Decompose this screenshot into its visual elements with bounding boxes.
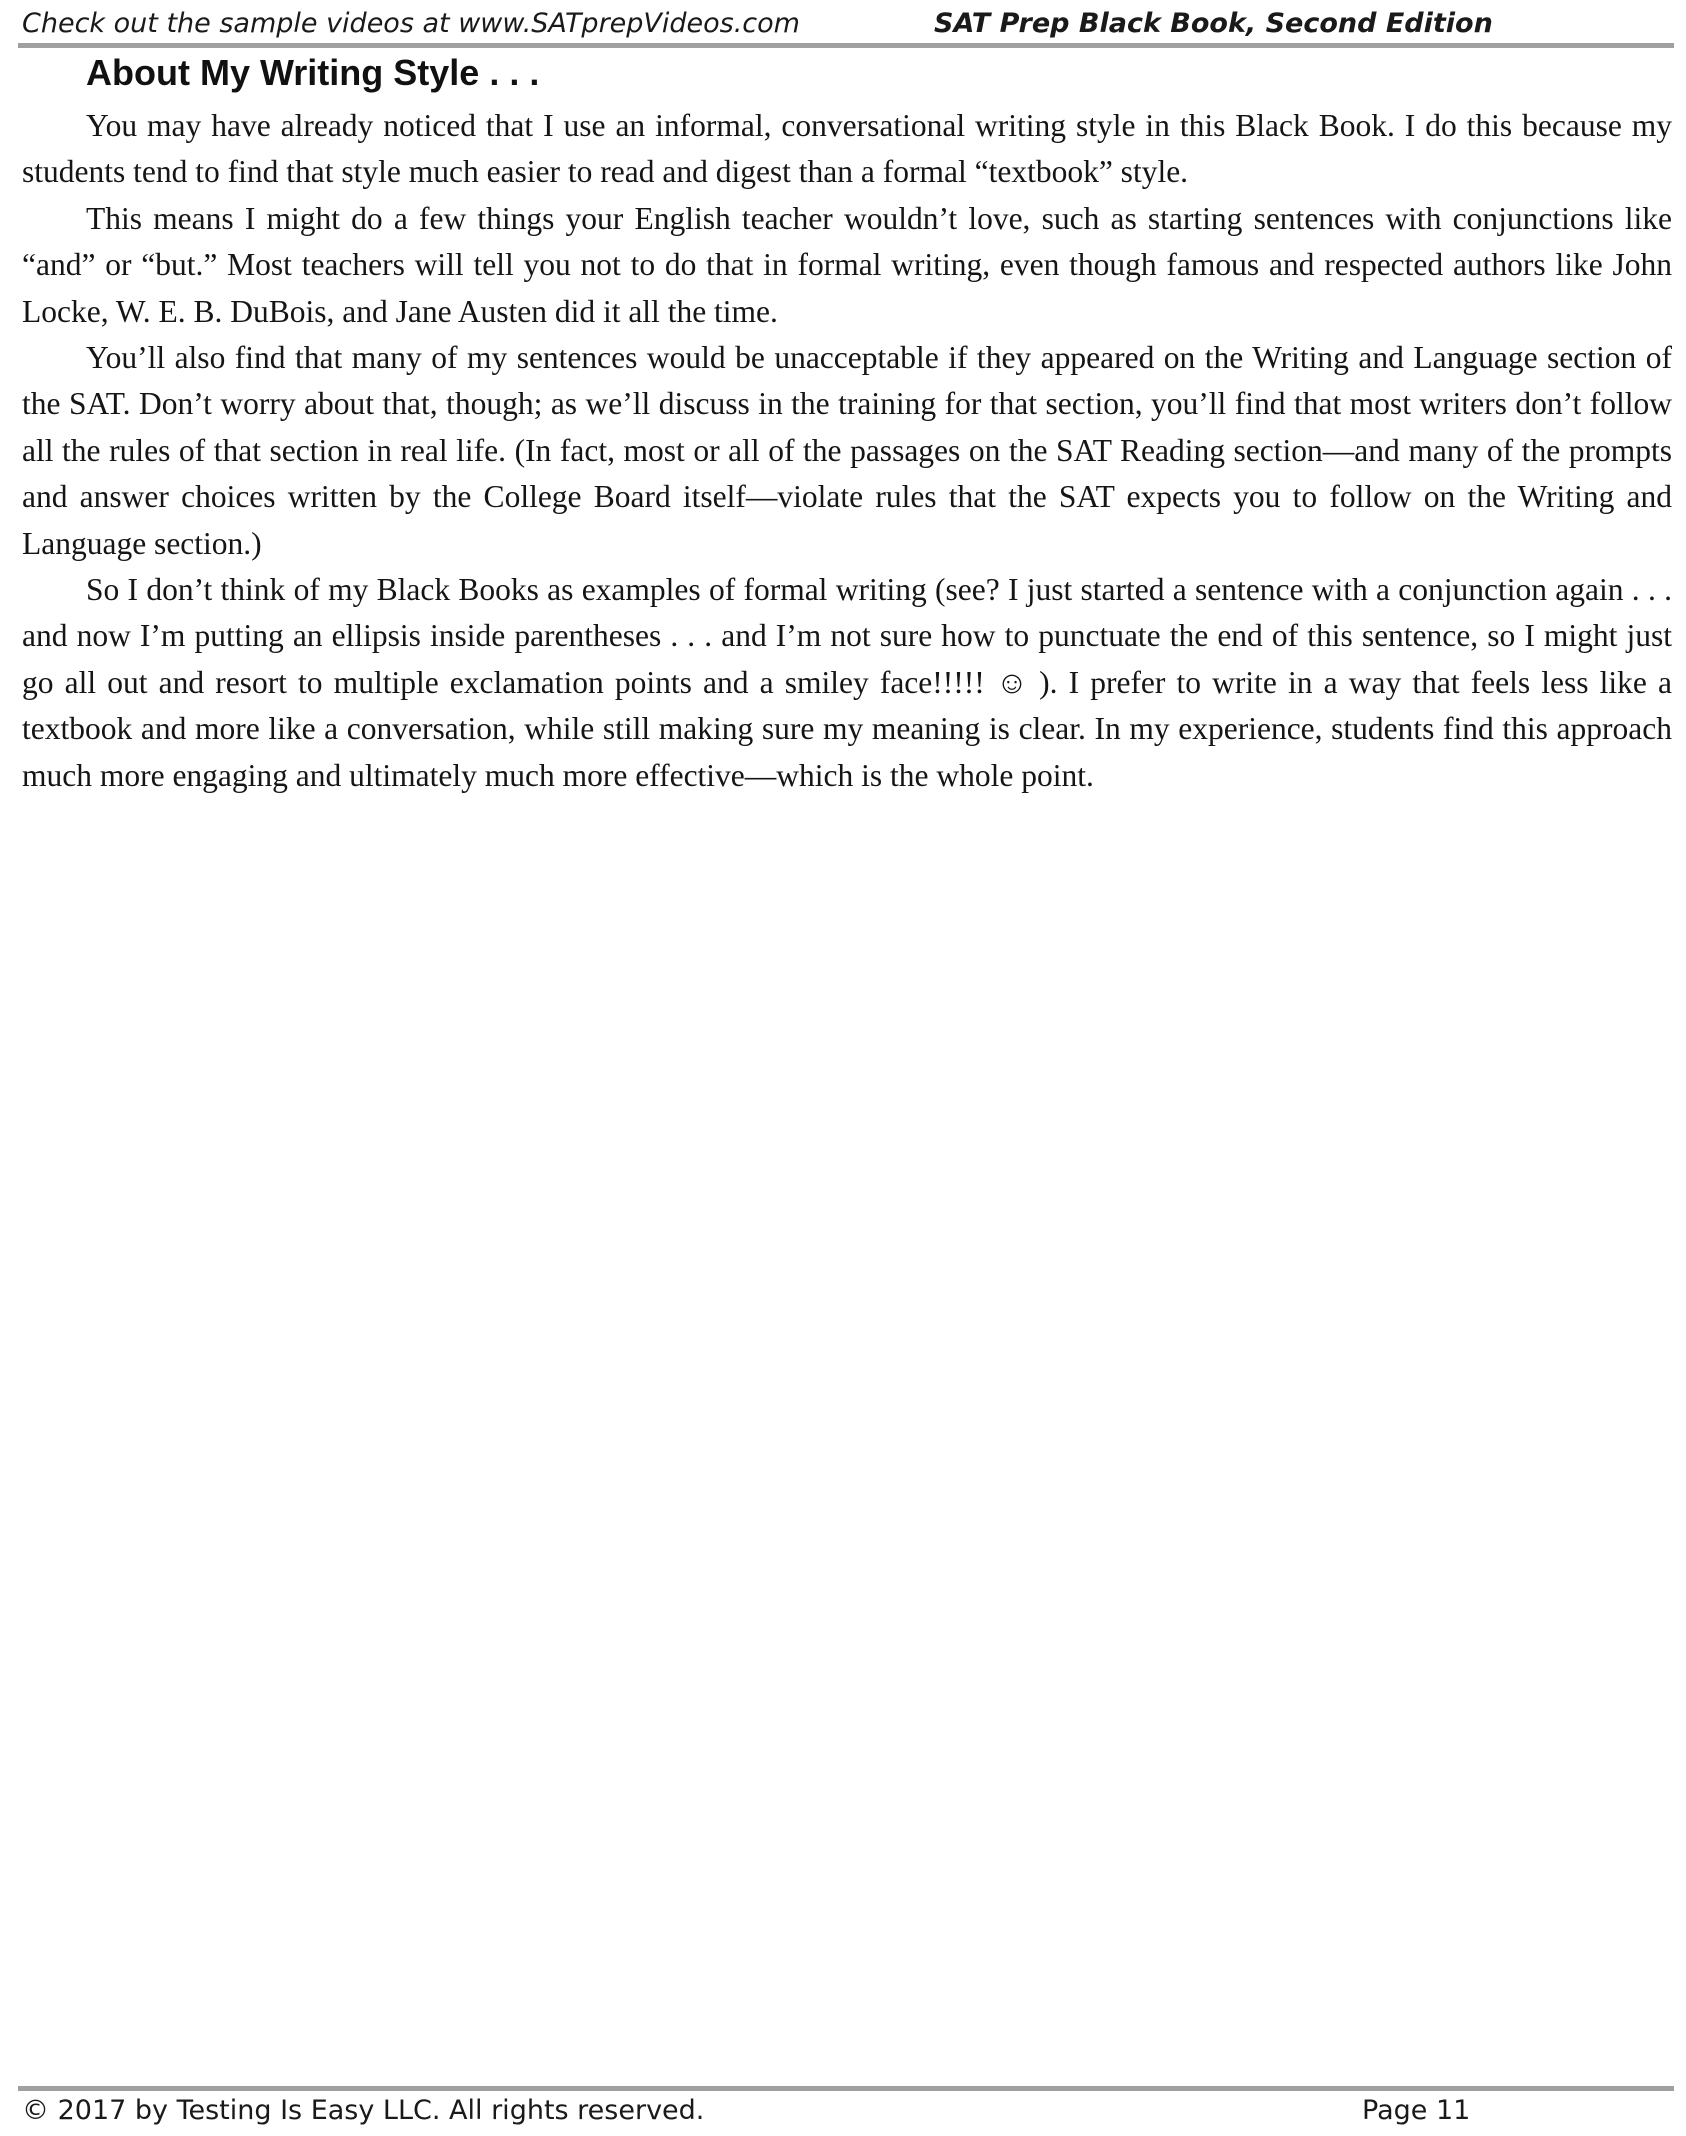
paragraph-4: So I don’t think of my Black Books as examples of formal writing (see? I just started a sentence with a conjunction again . . . and now I’m putting an ellipsis inside parentheses . . . and I’m not sure how to punctuate the end of this sentence, so I might just go all out and resort to multiple exclamation points and a smiley face!!!!! ☺ ). I prefer to write in a way that feels less like a textbook and more like a conversation, while still making sure my meaning is clear. In my experience, students find this approach much more engaging and ultimately much more effective—which is the whole point. xyxy=(22,572,1672,793)
header-website-note: Check out the sample videos at www.SATprepVideos.com xyxy=(22,8,800,39)
paragraph-3: You’ll also find that many of my sentences would be unacceptable if they appeared on the Writing and Language section of the SAT. Don’t worry about that, though; as we’ll discuss in the training for that section, you’ll find that most writers don’t follow all the rules of that section in real life. (In fact, most or all of the passages on the SAT Reading section—and many of the prompts and answer choices written by the College Board itself—violate rules that the SAT expects you to follow on the Writing and Language section.) xyxy=(22,340,1672,561)
footer-copyright: © 2017 by Testing Is Easy LLC. All rights reserved. xyxy=(22,2095,705,2126)
page-header xyxy=(22,4,1676,44)
header-rule xyxy=(18,43,1674,48)
footer-page-number: Page 11 xyxy=(1362,2095,1471,2126)
header-book-title: SAT Prep Black Book, Second Edition xyxy=(934,8,1493,39)
section-body xyxy=(22,103,1672,799)
paragraph-1: You may have already noticed that I use an informal, conversational writing style in this Black Book. I do this because my students tend to find that style much easier to read and digest than a formal “textbook” style. xyxy=(22,108,1672,190)
section-heading: About My Writing Style . . . xyxy=(86,52,540,93)
footer-rule xyxy=(18,2086,1674,2091)
paragraph-2: This means I might do a few things your English teacher wouldn’t love, such as starting sentences with conjunctions like “and” or “but.” Most teachers will tell you not to do that in formal writing, even though famous and respected authors like John Locke, W. E. B. DuBois, and Jane Austen did it all the time. xyxy=(22,200,1672,329)
